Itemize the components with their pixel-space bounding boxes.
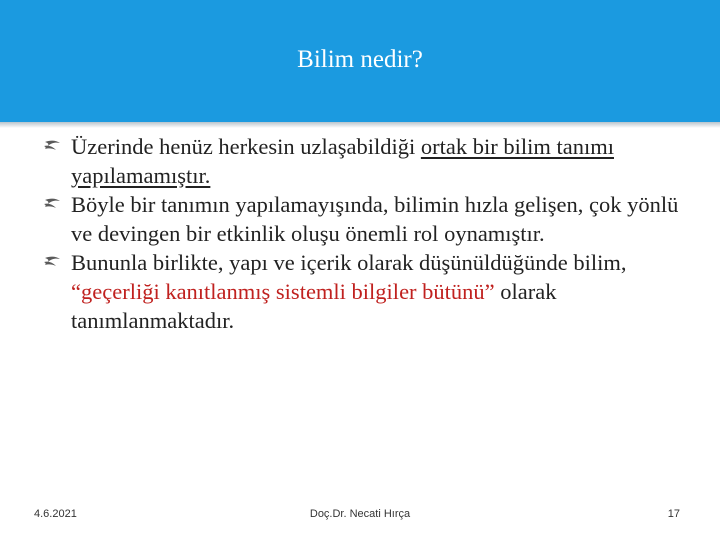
bullet-item-3 — [40, 248, 700, 335]
footer-author: Doç.Dr. Necati Hırça — [309, 508, 411, 520]
slide-title: Bilim nedir? — [297, 46, 423, 73]
footer-page-number: 17 — [667, 508, 680, 520]
title-bar-shadow — [0, 122, 720, 128]
bullet-2-text: Böyle bir tanımın yapılamayışında, bilimin hızla gelişen, çok yönlü ve devingen bir etkinlik oluşu önemli rol oynamıştır. — [71, 192, 679, 246]
swoosh-bullet-icon — [43, 197, 61, 211]
bullet-item-1 — [40, 132, 700, 190]
title-bar — [0, 0, 720, 122]
swoosh-bullet-icon — [43, 255, 61, 269]
slide-body — [40, 132, 700, 335]
swoosh-bullet-icon — [43, 139, 61, 153]
bullet-1-text: Üzerinde henüz herkesin uzlaşabildiği — [71, 134, 421, 159]
bullet-item-2 — [40, 190, 700, 248]
bullet-3-text-end: olarak tanımlanmaktadır. — [71, 279, 557, 333]
bullet-3-highlight-text: “geçerliği kanıtlanmış sistemli bilgiler bütünü” — [71, 279, 495, 304]
footer-date: 4.6.2021 — [34, 508, 77, 520]
bullet-1-underlined-text: ortak bir bilim tanımı yapılamamıştır. — [71, 134, 614, 188]
bullet-3-text: Bununla birlikte, yapı ve içerik olarak düşünüldüğünde bilim, — [71, 250, 627, 275]
